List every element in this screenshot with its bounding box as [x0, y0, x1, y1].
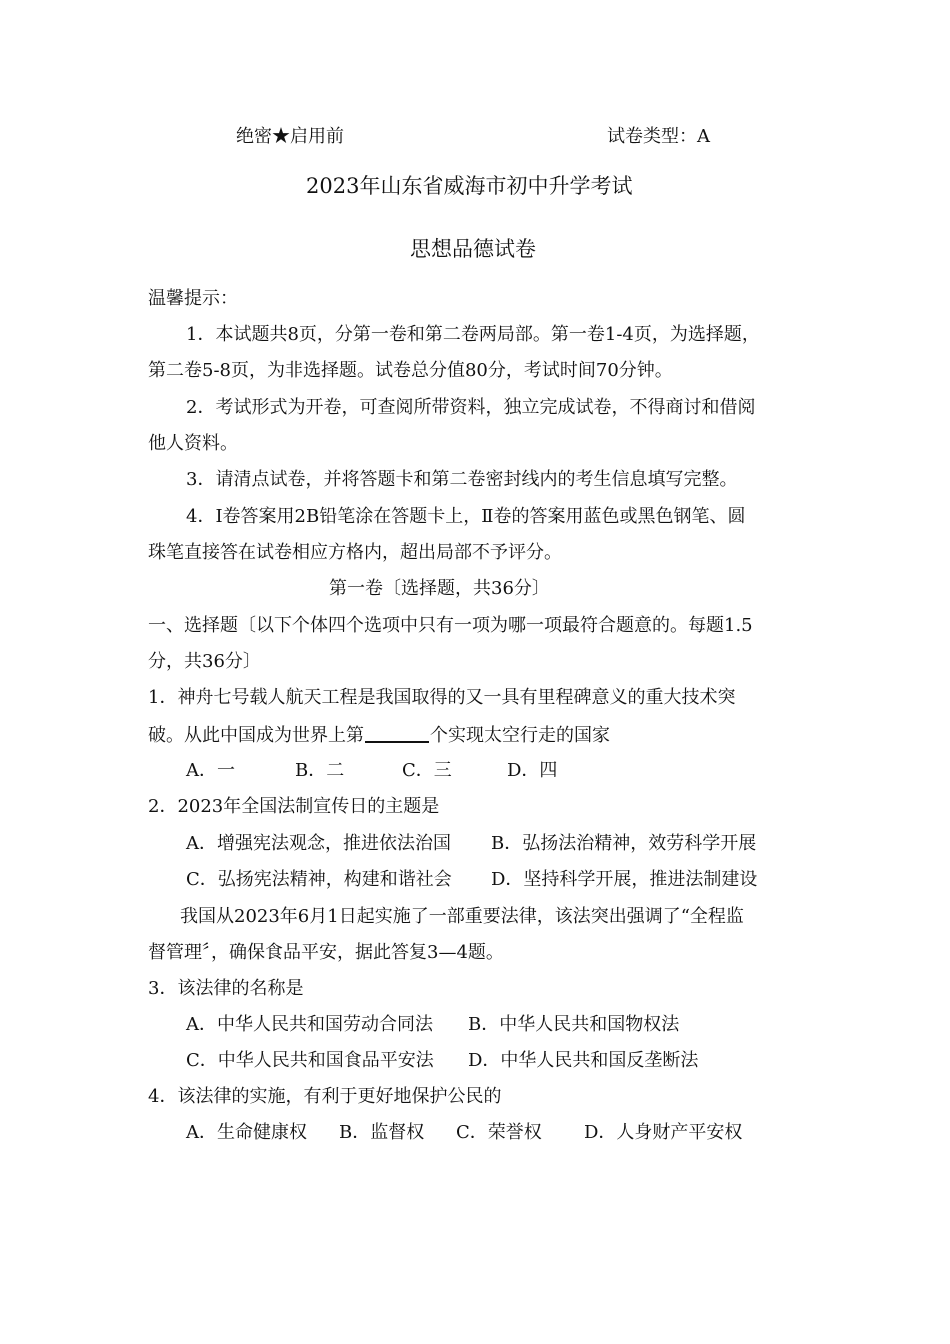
- section-1-heading: 第一卷〔选择题，共36分〕: [329, 578, 550, 599]
- q1-stem-line-1: 1．神舟七号载人航天工程是我国取得的又一具有里程碑意义的重大技术突: [148, 687, 736, 708]
- q2-option-a: A．增强宪法观念，推进依法治国: [186, 833, 451, 854]
- material-line-2: 督管理〞，确保食品平安，据此答复3—4题。: [148, 942, 504, 963]
- q3-option-a: A．中华人民共和国劳动合同法: [186, 1014, 433, 1035]
- q2-option-b: B．弘扬法治精神，效劳科学开展: [491, 833, 757, 854]
- q4-stem: 4．该法律的实施，有利于更好地保护公民的: [148, 1086, 502, 1107]
- tip-3: 3．请清点试卷，并将答题卡和第二卷密封线内的考生信息填写完整。: [186, 469, 738, 490]
- q3-option-c: C．中华人民共和国食品平安法: [186, 1050, 434, 1071]
- tip-1-line-2: 第二卷5-8页，为非选择题。试卷总分值80分，考试时间70分钟。: [148, 360, 673, 381]
- q1-stem-post: 个实现太空行走的国家: [430, 725, 610, 746]
- q1-option-a: A．一: [186, 760, 235, 781]
- paper-type-label: 试卷类型：A: [607, 126, 710, 147]
- q3-stem: 3．该法律的名称是: [148, 978, 304, 999]
- q1-stem-line-2: [148, 723, 610, 748]
- tip-2-line-1: 2．考试形式为开卷，可查阅所带资料，独立完成试卷，不得商讨和借阅: [186, 397, 756, 418]
- tips-heading: 温馨提示：: [148, 288, 238, 309]
- tip-4-line-1: 4．Ⅰ卷答案用2B铅笔涂在答题卡上，Ⅱ卷的答案用蓝色或黑色钢笔、圆: [186, 506, 746, 527]
- material-line-1: 我国从2023年6月1日起实施了一部重要法律，该法突出强调了“全程监: [180, 906, 744, 927]
- q1-stem-pre: 破。从此中国成为世界上第: [148, 725, 364, 746]
- q2-option-d: D．坚持科学开展，推进法制建设: [491, 869, 758, 890]
- q1-answer-blank: [365, 723, 429, 743]
- q3-option-d: D．中华人民共和国反垄断法: [468, 1050, 699, 1071]
- exam-subtitle: 思想品德试卷: [410, 237, 536, 261]
- q2-option-c: C．弘扬宪法精神，构建和谐社会: [186, 869, 452, 890]
- q4-option-d: D．人身财产平安权: [584, 1122, 743, 1143]
- q4-option-c: C．荣誉权: [456, 1122, 542, 1143]
- section-1-instruction-line-1: 一、选择题〔以下个体四个选项中只有一项为哪一项最符合题意的。每题1.5: [148, 615, 753, 636]
- tip-4-line-2: 珠笔直接答在试卷相应方格内，超出局部不予评分。: [148, 542, 562, 563]
- tip-1-line-1: 1．本试题共8页，分第一卷和第二卷两局部。第一卷1-4页，为选择题，: [186, 324, 760, 345]
- section-1-instruction-line-2: 分，共36分〕: [148, 651, 261, 672]
- q4-option-a: A．生命健康权: [186, 1122, 307, 1143]
- q1-option-d: D．四: [507, 760, 558, 781]
- q3-option-b: B．中华人民共和国物权法: [468, 1014, 680, 1035]
- q4-option-b: B．监督权: [339, 1122, 425, 1143]
- exam-title: 2023年山东省威海市初中升学考试: [306, 174, 633, 198]
- q2-stem: 2．2023年全国法制宣传日的主题是: [148, 796, 440, 817]
- q1-option-c: C．三: [402, 760, 452, 781]
- confidential-label: 绝密★启用前: [236, 126, 344, 147]
- q1-option-b: B．二: [295, 760, 345, 781]
- tip-2-line-2: 他人资料。: [148, 433, 238, 454]
